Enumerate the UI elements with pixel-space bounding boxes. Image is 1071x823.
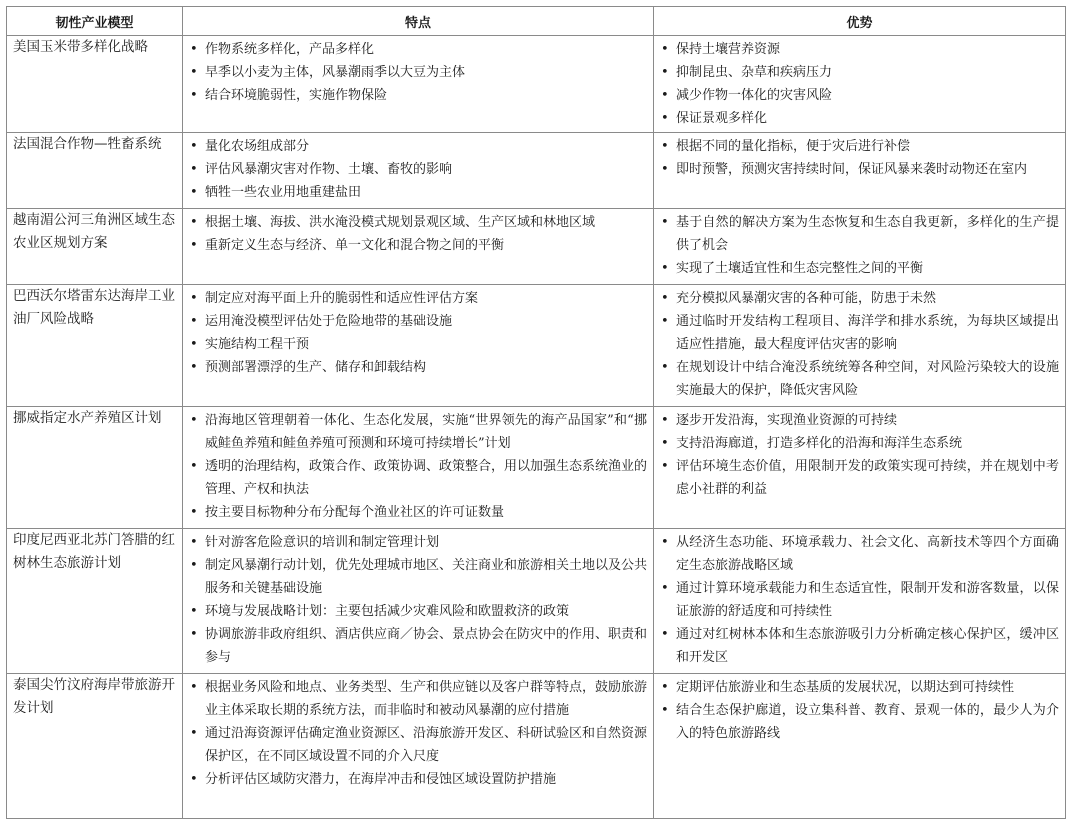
advantages-cell	[654, 407, 1066, 529]
list-item: • 制定风暴潮行动计划，优先处理城市地区、关注商业和旅游相关土地以及公共服务和关键基础设施	[187, 554, 647, 600]
list-item: • 重新定义生态与经济、单一文化和混合物之间的平衡	[187, 234, 647, 257]
resilient-industry-table	[6, 6, 1066, 819]
table-row	[7, 674, 1066, 819]
model-name: 越南湄公河三角洲区域生态农业区规划方案	[7, 209, 183, 285]
list-item: • 在规划设计中结合淹没系统统筹各种空间，对风险污染较大的设施实施最大的保护，降低灾害风险	[658, 356, 1059, 402]
features-cell	[183, 285, 654, 407]
list-item: • 结合生态保护廊道，设立集科普、教育、景观一体的，最少人为介入的特色旅游路线	[658, 699, 1059, 745]
list-item: • 根据业务风险和地点、业务类型、生产和供应链以及客户群等特点，鼓励旅游业主体采取长期的系统方法，而非临时和被动风暴潮的应付措施	[187, 676, 647, 722]
list-item: • 量化农场组成部分	[187, 135, 647, 158]
list-item: • 透明的治理结构，政策合作、政策协调、政策整合，用以加强生态系统渔业的管理、产权和执法	[187, 455, 647, 501]
list-item: • 针对游客危险意识的培训和制定管理计划	[187, 531, 647, 554]
table-row	[7, 285, 1066, 407]
list-item: • 实施结构工程干预	[187, 333, 647, 356]
table-row	[7, 133, 1066, 209]
features-cell	[183, 407, 654, 529]
list-item: • 结合环境脆弱性，实施作物保险	[187, 84, 647, 107]
list-item: • 沿海地区管理朝着一体化、生态化发展，实施“世界领先的海产品国家”和“挪威鲑鱼养殖和鲑鱼养殖可预测和环境可持续增长”计划	[187, 409, 647, 455]
header-features: 特点	[183, 7, 654, 36]
features-cell	[183, 133, 654, 209]
table-row	[7, 209, 1066, 285]
model-name: 法国混合作物—牲畜系统	[7, 133, 183, 209]
list-item: • 即时预警，预测灾害持续时间，保证风暴来袭时动物还在室内	[658, 158, 1059, 181]
list-item: • 按主要目标物种分布分配每个渔业社区的许可证数量	[187, 501, 647, 524]
table-row	[7, 36, 1066, 133]
list-item: • 逐步开发沿海，实现渔业资源的可持续	[658, 409, 1059, 432]
list-item: • 根据土壤、海拔、洪水淹没模式规划景观区域、生产区域和林地区域	[187, 211, 647, 234]
header-advantages: 优势	[654, 7, 1066, 36]
advantages-cell	[654, 285, 1066, 407]
list-item: • 基于自然的解决方案为生态恢复和生态自我更新，多样化的生产提供了机会	[658, 211, 1059, 257]
list-item: • 评估环境生态价值，用限制开发的政策实现可持续，并在规划中考虑小社群的利益	[658, 455, 1059, 501]
list-item: • 充分模拟风暴潮灾害的各种可能，防患于未然	[658, 287, 1059, 310]
table-row	[7, 529, 1066, 674]
model-name: 巴西沃尔塔雷东达海岸工业油厂风险战略	[7, 285, 183, 407]
list-item: • 保证景观多样化	[658, 107, 1059, 130]
list-item: • 通过沿海资源评估确定渔业资源区、沿海旅游开发区、科研试验区和自然资源保护区，在不同区域设置不同的介入尺度	[187, 722, 647, 768]
table-row	[7, 407, 1066, 529]
model-name: 挪威指定水产养殖区计划	[7, 407, 183, 529]
model-name: 美国玉米带多样化战略	[7, 36, 183, 133]
header-model: 韧性产业模型	[7, 7, 183, 36]
list-item: • 作物系统多样化，产品多样化	[187, 38, 647, 61]
model-name: 印度尼西亚北苏门答腊的红树林生态旅游计划	[7, 529, 183, 674]
list-item: • 早季以小麦为主体，风暴潮雨季以大豆为主体	[187, 61, 647, 84]
advantages-cell	[654, 529, 1066, 674]
list-item: • 从经济生态功能、环境承载力、社会文化、高新技术等四个方面确定生态旅游战略区域	[658, 531, 1059, 577]
list-item: • 分析评估区域防灾潜力，在海岸冲击和侵蚀区域设置防护措施	[187, 768, 647, 791]
model-name: 泰国尖竹汶府海岸带旅游开发计划	[7, 674, 183, 819]
list-item: • 定期评估旅游业和生态基质的发展状况，以期达到可持续性	[658, 676, 1059, 699]
list-item: • 根据不同的量化指标，便于灾后进行补偿	[658, 135, 1059, 158]
features-cell	[183, 529, 654, 674]
list-item: • 实现了土壤适宜性和生态完整性之间的平衡	[658, 257, 1059, 280]
list-item: • 抑制昆虫、杂草和疾病压力	[658, 61, 1059, 84]
list-item: • 减少作物一体化的灾害风险	[658, 84, 1059, 107]
list-item: • 协调旅游非政府组织、酒店供应商／协会、景点协会在防灾中的作用、职责和参与	[187, 623, 647, 669]
advantages-cell	[654, 209, 1066, 285]
list-item: • 环境与发展战略计划：主要包括减少灾难风险和欧盟救济的政策	[187, 600, 647, 623]
advantages-cell	[654, 36, 1066, 133]
header-row	[7, 7, 1066, 36]
list-item: • 评估风暴潮灾害对作物、土壤、畜牧的影响	[187, 158, 647, 181]
list-item: • 保持土壤营养资源	[658, 38, 1059, 61]
list-item: • 预测部署漂浮的生产、储存和卸载结构	[187, 356, 647, 379]
advantages-cell	[654, 133, 1066, 209]
features-cell	[183, 674, 654, 819]
list-item: • 运用淹没模型评估处于危险地带的基础设施	[187, 310, 647, 333]
features-cell	[183, 209, 654, 285]
list-item: • 制定应对海平面上升的脆弱性和适应性评估方案	[187, 287, 647, 310]
list-item: • 通过对红树林本体和生态旅游吸引力分析确定核心保护区，缓冲区和开发区	[658, 623, 1059, 669]
list-item: • 通过临时开发结构工程项目、海洋学和排水系统，为每块区域提出适应性措施，最大程度评估灾害的影响	[658, 310, 1059, 356]
list-item: • 牺牲一些农业用地重建盐田	[187, 181, 647, 204]
list-item: • 通过计算环境承载能力和生态适宜性，限制开发和游客数量，以保证旅游的舒适度和可持续性	[658, 577, 1059, 623]
list-item: • 支持沿海廊道，打造多样化的沿海和海洋生态系统	[658, 432, 1059, 455]
advantages-cell	[654, 674, 1066, 819]
features-cell	[183, 36, 654, 133]
